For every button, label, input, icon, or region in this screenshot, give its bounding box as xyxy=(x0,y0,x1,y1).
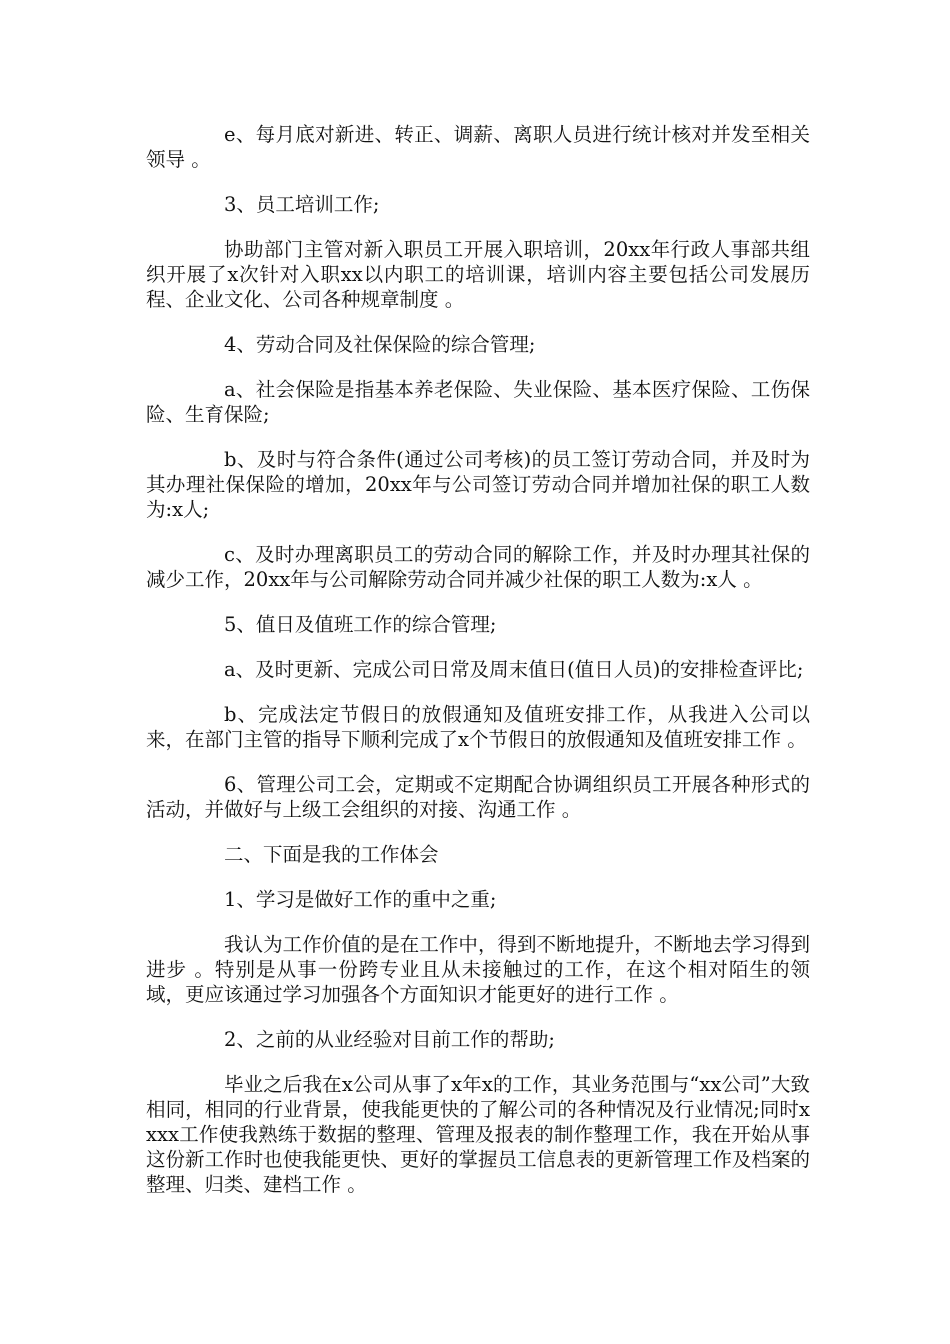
section-heading-labor-contract: 4、劳动合同及社保保险的综合管理; xyxy=(224,333,536,356)
document-page xyxy=(146,122,810,1217)
paragraph-union-management: 6、管理公司工会，定期或不定期配合协调组织员工开展各种形式的活动，并做好与上级工会组织的对接、沟通工作 。 xyxy=(146,773,810,821)
paragraph-item-a-social-insurance: a、社会保险是指基本养老保险、失业保险、基本医疗保险、工伤保险、生育保险; xyxy=(146,378,810,426)
section-heading-learning: 1、学习是做好工作的重中之重; xyxy=(224,888,497,911)
section-heading-duty-management: 5、值日及值班工作的综合管理; xyxy=(224,613,497,636)
paragraph-training-detail: 协助部门主管对新入职员工开展入职培训，20xx年行政人事部共组织开展了x次针对入职xx以内职工的培训课，培训内容主要包括公司发展历程、企业文化、公司各种规章制度 。 xyxy=(146,238,810,311)
paragraph-item-e-statistics: e、每月底对新进、转正、调薪、离职人员进行统计核对并发至相关领导 。 xyxy=(146,123,810,171)
paragraph-item-b-contract-signing: b、及时与符合条件(通过公司考核)的员工签订劳动合同，并及时为其办理社保保险的增加，20xx年与公司签订劳动合同并增加社保的职工人数为:x人; xyxy=(146,448,810,521)
section-heading-experience: 二、下面是我的工作体会 xyxy=(224,843,439,866)
paragraph-item-a-duty-schedule: a、及时更新、完成公司日常及周末值日(值日人员)的安排检查评比; xyxy=(224,658,804,681)
section-heading-training: 3、员工培训工作; xyxy=(224,193,380,216)
paragraph-learning-detail: 我认为工作价值的是在工作中，得到不断地提升，不断地去学习得到进步 。特别是从事一份跨专业且从未接触过的工作，在这个相对陌生的领域，更应该通过学习加强各个方面知识才能更好的进行工作 。 xyxy=(146,933,810,1006)
paragraph-item-c-contract-termination: c、及时办理离职员工的劳动合同的解除工作，并及时办理其社保的减少工作，20xx年与公司解除劳动合同并减少社保的职工人数为:x人 。 xyxy=(146,543,810,591)
paragraph-prior-experience-detail: 毕业之后我在x公司从事了x年x的工作，其业务范围与“xx公司”大致相同，相同的行业背景，使我能更快的了解公司的各种情况及行业情况;同时xxxx工作使我熟练于数据的整理、管理及报表的制作整理工作，我在开始从事这份新工作时也使我能更快、更好的掌握员工信息表的更新管理工作及档案的整理、归类、建档工作 。 xyxy=(146,1073,810,1196)
section-heading-prior-experience: 2、之前的从业经验对目前工作的帮助; xyxy=(224,1028,555,1051)
paragraph-item-b-holiday-notice: b、完成法定节假日的放假通知及值班安排工作，从我进入公司以来，在部门主管的指导下顺利完成了x个节假日的放假通知及值班安排工作 。 xyxy=(146,703,810,751)
